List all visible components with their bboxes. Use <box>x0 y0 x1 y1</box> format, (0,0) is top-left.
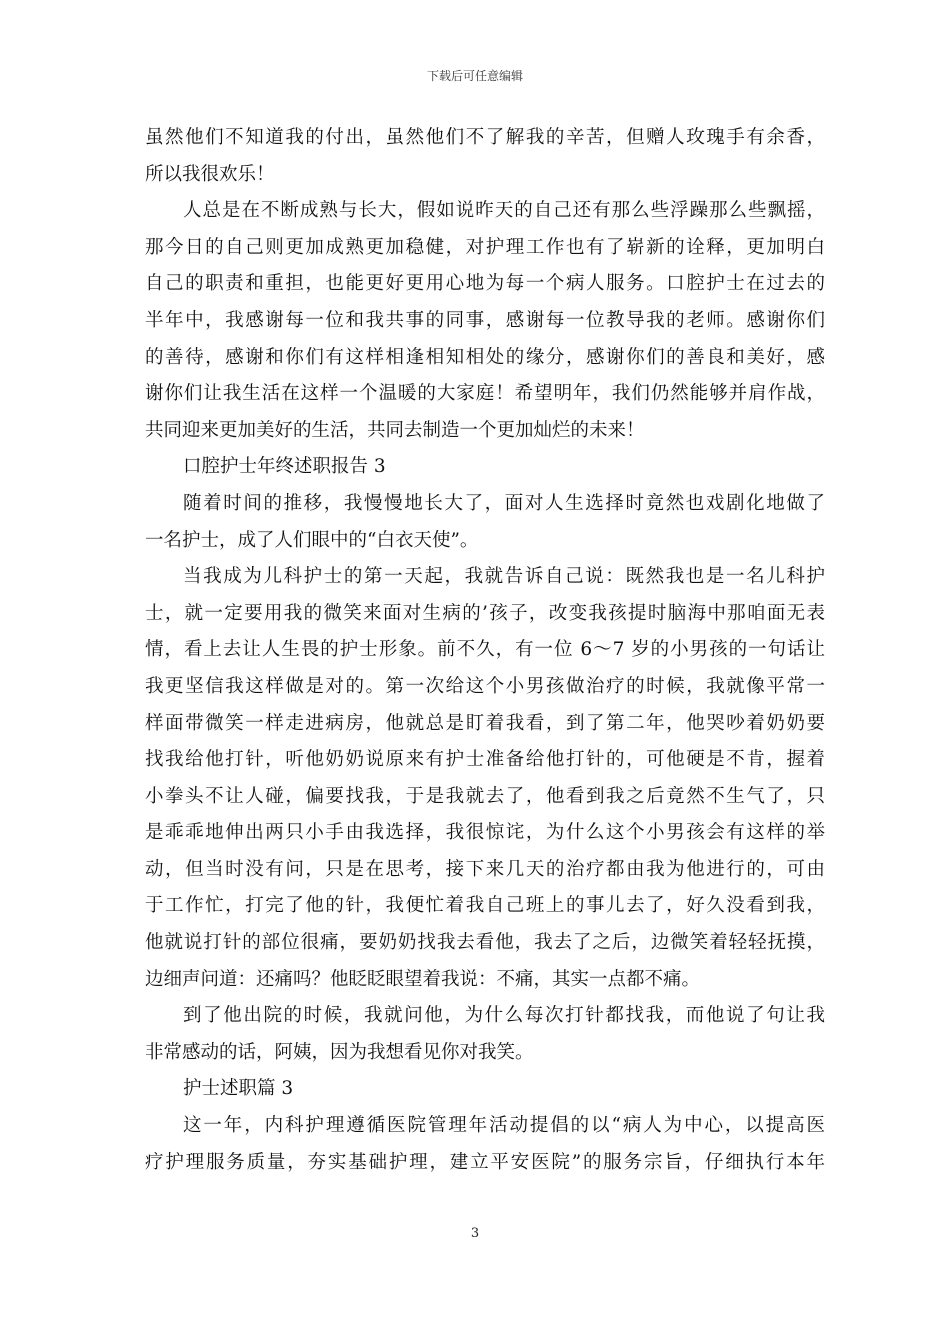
text-line: 非常感动的话，阿姨，因为我想看见你对我笑。 <box>145 1041 534 1063</box>
page-number: 3 <box>470 1226 480 1241</box>
text-line: 所以我很欢乐！ <box>145 163 275 185</box>
document-body <box>145 120 825 1181</box>
page-header: 下载后可任意编辑 <box>426 69 523 83</box>
text-line: 的善待，感谢和你们有这样相逢相知相处的缘分，感谢你们的善良和美好，感 <box>145 346 825 368</box>
text-line: 口腔护士年终述职报告 3 <box>183 456 386 478</box>
text-line: 人总是在不断成熟与长大，假如说昨天的自己还有那么些浮躁那么些飘摇， <box>183 200 825 222</box>
text-line: 边细声问道：还痛吗？他眨眨眼望着我说：不痛，其实一点都不痛。 <box>145 968 701 990</box>
text-line: 随着时间的推移，我慢慢地长大了，面对人生选择时竟然也戏剧化地做了 <box>183 492 825 514</box>
text-line: 到了他出院的时候，我就问他，为什么每次打针都找我，而他说了句让我 <box>183 1005 825 1027</box>
text-line: 样面带微笑一样走进病房，他就总是盯着我看，到了第二年，他哭吵着奶奶要 <box>145 712 825 734</box>
text-line: 他就说打针的部位很痛，要奶奶找我去看他，我去了之后，边微笑着轻轻抚摸， <box>145 932 825 954</box>
text-line: 士，就一定要用我的微笑来面对生病的’孩子，改变我孩提时脑海中那咱面无表 <box>145 602 825 624</box>
text-line: 那今日的自己则更加成熟更加稳健，对护理工作也有了崭新的诠释，更加明白 <box>145 236 825 258</box>
text-line: 动，但当时没有问，只是在思考，接下来几天的治疗都由我为他进行的，可由 <box>145 858 825 880</box>
text-line: 一名护士，成了人们眼中的“白衣天使”。 <box>145 529 479 551</box>
text-line: 这一年，内科护理遵循医院管理年活动提倡的以“病人为中心，以提高医 <box>183 1115 825 1137</box>
text-line: 虽然他们不知道我的付出，虽然他们不了解我的辛苦，但赠人玫瑰手有余香， <box>145 127 825 148</box>
text-line: 当我成为儿科护士的第一天起，我就告诉自己说：既然我也是一名儿科护 <box>183 566 825 588</box>
text-line: 是乖乖地伸出两只小手由我选择，我很惊诧，为什么这个小男孩会有这样的举 <box>145 822 825 844</box>
text-line: 情，看上去让人生畏的护士形象。前不久，有一位 6～7 岁的小男孩的一句话让 <box>145 639 825 661</box>
text-line: 疗护理服务质量，夯实基础护理，建立平安医院”的服务宗旨，仔细执行本年 <box>145 1151 825 1173</box>
text-line: 谢你们让我生活在这样一个温暖的大家庭！希望明年，我们仍然能够并肩作战， <box>145 383 825 405</box>
text-line: 半年中，我感谢每一位和我共事的同事，感谢每一位教导我的老师。感谢你们 <box>145 309 825 331</box>
text-line: 小拳头不让人碰，偏要找我，于是我就去了，他看到我之后竟然不生气了，只 <box>145 785 825 807</box>
text-line: 于工作忙，打完了他的针，我便忙着我自己班上的事儿去了，好久没看到我， <box>145 895 825 917</box>
text-line: 共同迎来更加美好的生活，共同去制造一个更加灿烂的未来！ <box>145 419 645 441</box>
text-line: 我更坚信我这样做是对的。第一次给这个小男孩做治疗的时候，我就像平常一 <box>145 675 825 697</box>
text-line: 找我给他打针，听他奶奶说原来有护士准备给他打针的，可他硬是不肯，握着 <box>145 749 825 771</box>
text-line: 护士述职篇 3 <box>183 1078 294 1100</box>
text-line: 自己的职责和重担，也能更好更用心地为每一个病人服务。口腔护士在过去的 <box>145 273 825 295</box>
